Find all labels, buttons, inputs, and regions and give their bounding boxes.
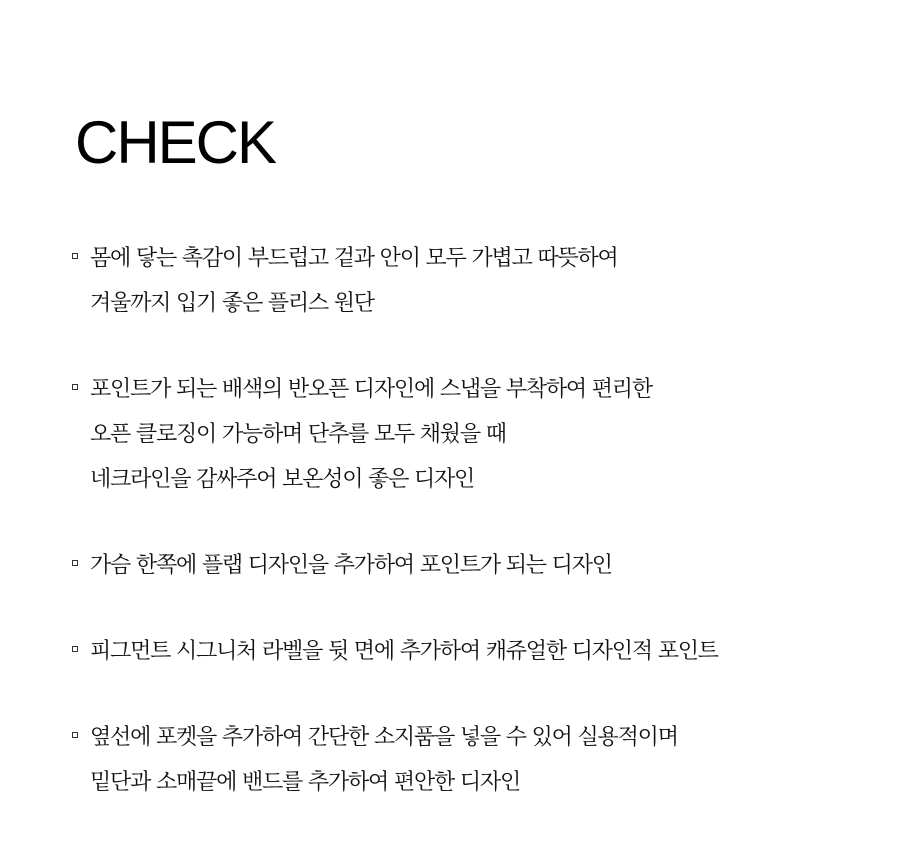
- square-bullet-icon: [72, 646, 78, 652]
- square-bullet-icon: [72, 732, 78, 738]
- check-item-line: 피그먼트 시그니처 라벨을 뒷 면에 추가하여 캐쥬얼한 디자인적 포인트: [90, 639, 718, 664]
- check-item-line: 네크라인을 감싸주어 보온성이 좋은 디자인: [90, 467, 475, 492]
- check-item-label: [72, 629, 872, 674]
- square-bullet-icon: [72, 253, 78, 259]
- check-item-line: 옆선에 포켓을 추가하여 간단한 소지품을 넣을 수 있어 실용적이며: [90, 725, 678, 750]
- check-item-pocket: [72, 715, 872, 805]
- check-item-line: 오픈 클로징이 가능하며 단추를 모두 채웠을 때: [90, 422, 506, 447]
- check-item-line: 가슴 한쪽에 플랩 디자인을 추가하여 포인트가 되는 디자인: [90, 553, 612, 578]
- check-item-half-open: [72, 367, 872, 502]
- check-item-line: 겨울까지 입기 좋은 플리스 원단: [90, 291, 374, 316]
- square-bullet-icon: [72, 560, 78, 566]
- check-item-fabric: [72, 236, 872, 326]
- check-item-line: 몸에 닿는 촉감이 부드럽고 겉과 안이 모두 가볍고 따뜻하여: [90, 246, 618, 271]
- check-item-line: 밑단과 소매끝에 밴드를 추가하여 편안한 디자인: [90, 770, 521, 795]
- check-item-line: 포인트가 되는 배색의 반오픈 디자인에 스냅을 부착하여 편리한: [90, 377, 652, 402]
- check-item-flap: [72, 543, 872, 588]
- check-list: [72, 236, 872, 805]
- section-title: CHECK: [75, 109, 276, 176]
- square-bullet-icon: [72, 384, 78, 390]
